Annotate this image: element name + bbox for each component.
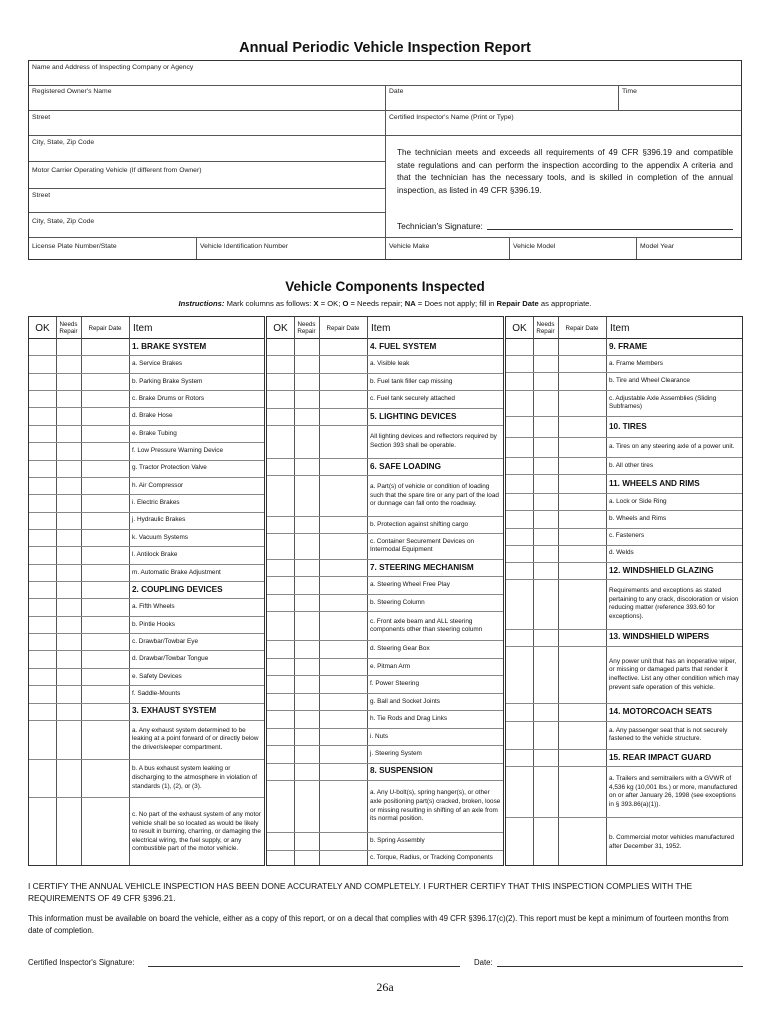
owner-name-field[interactable]: Registered Owner's Name	[32, 88, 112, 95]
item-label: c. Adjustable Axle Assemblies (Sliding Subframes)	[609, 394, 717, 411]
item-label: h. Tie Rods and Drag Links	[370, 715, 448, 723]
column-header	[506, 317, 742, 339]
item-label: b. Wheels and Rims	[609, 515, 667, 523]
item-label: All lighting devices and reflectors required by Section 393 shall be operable.	[370, 433, 497, 449]
inspection-item-row[interactable]	[29, 530, 264, 547]
inspection-item-row[interactable]	[267, 781, 503, 833]
item-label: a. Steering Wheel Free Play	[370, 581, 450, 589]
item-label: b. Fuel tank filler cap missing	[370, 377, 453, 385]
item-label: a. Lock or Side Ring	[609, 497, 667, 505]
repair-date-header: Repair Date	[88, 324, 122, 332]
item-label: f. Low Pressure Warning Device	[132, 447, 224, 455]
item-label: g. Tractor Protection Valve	[132, 464, 207, 472]
vehicle-make-field[interactable]: Vehicle Make	[389, 243, 430, 250]
item-label: b. All other tires	[609, 462, 654, 469]
section-title: 5. LIGHTING DEVICES	[370, 411, 457, 421]
section-title: 4. FUEL SYSTEM	[370, 341, 437, 351]
motor-carrier-field[interactable]: Motor Carrier Operating Vehicle (If different from Owner)	[32, 167, 202, 174]
section-header-row	[267, 459, 503, 476]
section-header-row	[29, 704, 264, 721]
page-number: 26a	[376, 980, 394, 994]
repair-date-header: Repair Date	[565, 324, 599, 332]
item-label: i. Nuts	[370, 732, 389, 740]
item-label: a. Trailers and semitrailers with a GVWR of 4,536 kg (10,001 lbs.) or more, manufactured on or after January 26, 1998 (see exceptions in § 393.86(a)(1)).	[609, 775, 738, 808]
instructions: Instructions: Mark columns as follows: X = OK; O = Needs repair; NA = Does not apply; fill in Repair Date as appropriate.	[178, 299, 592, 308]
section-header-row	[506, 630, 742, 647]
inspection-item-row[interactable]	[267, 426, 503, 458]
model-year-field[interactable]: Model Year	[640, 243, 675, 250]
inspection-item-row[interactable]	[29, 443, 264, 460]
item-label: k. Vacuum Systems	[132, 533, 188, 541]
inspection-item-row[interactable]	[506, 818, 742, 867]
item-label: a. Tires on any steering axle of a power unit.	[609, 443, 735, 451]
item-label: Any power unit that has an inoperative wiper, or missing or damaged parts that render it ineffective. List any other condition which may prevent safe operation of this vehicle.	[609, 657, 739, 691]
item-label: b. Steering Column	[370, 598, 425, 606]
item-label: m. Automatic Brake Adjustment	[132, 568, 221, 576]
inspection-item-row[interactable]	[29, 651, 264, 668]
inspection-item-row[interactable]	[29, 356, 264, 373]
inspection-item-row[interactable]	[29, 669, 264, 686]
inspection-item-row[interactable]	[29, 426, 264, 443]
item-label: b. Spring Assembly	[370, 836, 425, 844]
inspection-item-row[interactable]	[506, 356, 742, 373]
inspection-item-row[interactable]	[29, 798, 264, 867]
inspection-item-row[interactable]	[506, 511, 742, 528]
item-label: c. Container Securement Devices on Intermodal Equipment	[370, 537, 475, 554]
section-header-row	[267, 339, 503, 356]
section-title: 7. STEERING MECHANISM	[370, 562, 474, 572]
ok-header: OK	[273, 322, 288, 334]
item-label: c. Torque, Radius, or Tracking Components	[370, 854, 493, 862]
date-field[interactable]: Date	[389, 88, 404, 95]
inspection-item-row[interactable]	[267, 641, 503, 658]
inspection-item-row[interactable]	[506, 529, 742, 546]
section-header-row	[506, 750, 742, 767]
inspection-item-row[interactable]	[506, 373, 742, 390]
section-header-row	[506, 475, 742, 494]
section-header-row	[267, 764, 503, 781]
item-label: c. Front axle beam and ALL steering components other than steering column	[370, 617, 483, 634]
section-header-row	[29, 339, 264, 356]
inspection-item-row[interactable]	[29, 599, 264, 616]
section-title: 9. FRAME	[609, 341, 648, 351]
vehicle-model-field[interactable]: Vehicle Model	[513, 243, 556, 250]
item-label: a. Any passenger seat that is not securely fastened to the vehicle structure.	[609, 726, 728, 743]
inspection-item-row[interactable]	[267, 833, 503, 850]
section-title: 14. MOTORCOACH SEATS	[609, 707, 712, 717]
item-label: f. Saddle-Mounts	[132, 690, 181, 698]
item-label: h. Air Compressor	[132, 481, 184, 489]
technician-signature-line[interactable]	[487, 229, 733, 230]
certify-statement: I CERTIFY THE ANNUAL VEHICLE INSPECTION HAS BEEN DONE ACCURATELY AND COMPLETELY. I FURTHER CERTIFY THAT THIS INSPECTION COMPLIES WITH THE REQUIREMENTS OF 49 CFR §396.21.	[28, 881, 693, 903]
inspection-item-row[interactable]	[267, 659, 503, 676]
item-label: c. Drawbar/Towbar Eye	[132, 637, 199, 645]
item-label: c. Fasteners	[609, 532, 645, 540]
item-label: a. Frame Members	[609, 359, 663, 367]
section-header-row	[267, 560, 503, 577]
inspection-item-row[interactable]	[267, 676, 503, 693]
inspection-item-row[interactable]	[506, 580, 742, 630]
item-label: c. Fuel tank securely attached	[370, 395, 455, 403]
item-label: a. Service Brakes	[132, 360, 183, 368]
inspection-item-row[interactable]	[29, 374, 264, 391]
item-label: a. Visible leak	[370, 360, 410, 368]
inspection-item-row[interactable]	[506, 494, 742, 511]
item-label: j. Hydraulic Brakes	[132, 516, 186, 524]
components-column-2	[266, 316, 504, 866]
item-label: b. A bus exhaust system leaking or discharging to the atmosphere in violation of standards (1), (2), or (3).	[132, 765, 258, 790]
inspection-item-row[interactable]	[267, 391, 503, 408]
components-title: Vehicle Components Inspected	[285, 279, 485, 294]
inspection-item-row[interactable]	[29, 721, 264, 760]
inspection-item-row[interactable]	[506, 391, 742, 418]
report-title: Annual Periodic Vehicle Inspection Report	[239, 40, 531, 56]
item-header: Item	[610, 322, 630, 334]
ok-header: OK	[512, 322, 527, 334]
inspection-item-row[interactable]	[29, 408, 264, 425]
item-label: a. Fifth Wheels	[132, 603, 175, 611]
section-title: 10. TIRES	[609, 421, 647, 431]
section-header-row	[506, 704, 742, 721]
inspector-signature-label: Certified Inspector's Signature:	[28, 958, 135, 967]
vin-field[interactable]: Vehicle Identification Number	[200, 243, 289, 250]
inspection-item-row[interactable]	[267, 711, 503, 728]
item-label: c. Brake Drums or Rotors	[132, 394, 205, 402]
technician-signature-label: Technician's Signature:	[397, 221, 483, 231]
item-label: f. Power Steering	[370, 680, 420, 688]
street-field[interactable]: Street	[32, 114, 51, 121]
carrier-street-field[interactable]: Street	[32, 192, 51, 199]
inspection-item-row[interactable]	[267, 595, 503, 612]
inspection-item-row[interactable]	[267, 356, 503, 373]
inspection-item-row[interactable]	[267, 517, 503, 534]
section-title: 8. SUSPENSION	[370, 766, 433, 776]
inspection-item-row[interactable]	[267, 851, 503, 867]
item-header: Item	[133, 322, 153, 334]
needs-repair-header: Needs Repair	[536, 321, 555, 335]
section-title: 15. REAR IMPACT GUARD	[609, 752, 712, 762]
item-label: b. Parking Brake System	[132, 377, 203, 385]
inspection-item-row[interactable]	[29, 478, 264, 495]
inspection-item-row[interactable]	[29, 686, 264, 703]
section-title: 3. EXHAUST SYSTEM	[132, 706, 217, 716]
item-label: i. Electric Brakes	[132, 499, 180, 507]
inspection-item-row[interactable]	[267, 746, 503, 763]
inspection-item-row[interactable]	[29, 634, 264, 651]
item-label: a. Any exhaust system determined to be leaking at a point forward of or directly below the driver/sleeper compartment.	[132, 726, 259, 752]
ok-header: OK	[35, 322, 50, 334]
section-title: 11. WHEELS AND RIMS	[609, 478, 700, 488]
item-label: g. Ball and Socket Joints	[370, 697, 440, 705]
inspector-signature-line[interactable]	[148, 966, 460, 967]
column-header	[267, 317, 503, 339]
signature-date-line[interactable]	[497, 966, 743, 967]
item-label: b. Commercial motor vehicles manufactured after December 31, 1952.	[609, 834, 735, 850]
inspection-item-row[interactable]	[29, 565, 264, 582]
inspection-item-row[interactable]	[29, 617, 264, 634]
license-plate-field[interactable]: License Plate Number/State	[32, 243, 117, 250]
section-title: 12. WINDSHIELD GLAZING	[609, 565, 714, 575]
item-label: a. Any U-bolt(s), spring hanger(s), or other axle positioning part(s) cracked, broken, loose or missing resulting in shifting of an axle from its normal position.	[370, 789, 501, 823]
item-label: d. Welds	[609, 549, 634, 557]
inspection-item-row[interactable]	[267, 729, 503, 746]
item-label: d. Brake Hose	[132, 412, 173, 420]
inspection-item-row[interactable]	[506, 458, 742, 475]
item-label: a. Part(s) of vehicle or condition of loading such that the spare tire or any part of the load or dunnage can fall onto the roadway.	[370, 482, 499, 508]
inspection-item-row[interactable]	[29, 513, 264, 530]
components-column-1	[28, 316, 265, 866]
inspection-item-row[interactable]	[506, 647, 742, 705]
item-label: Requirements and exceptions as stated pertaining to any crack, discoloration or vision reducing matter (reference 393.60 for exceptions).	[609, 587, 739, 620]
inspection-item-row[interactable]	[267, 577, 503, 594]
inspection-item-row[interactable]	[267, 534, 503, 560]
section-title: 13. WINDSHIELD WIPERS	[609, 632, 710, 642]
time-field[interactable]: Time	[622, 88, 637, 95]
availability-note: This information must be available on board the vehicle, either as a copy of this report, or on a decal that complies with 49 CFR §396.17(c)(2). This report must be kept a minimum of fourteen months from date of completion.	[28, 914, 729, 935]
report-info-form	[28, 60, 742, 260]
section-title: 2. COUPLING DEVICES	[132, 584, 223, 594]
item-label: d. Steering Gear Box	[370, 645, 430, 653]
inspection-item-row[interactable]	[29, 391, 264, 408]
inspection-item-row[interactable]	[29, 547, 264, 564]
inspection-item-row[interactable]	[506, 767, 742, 818]
inspection-item-row[interactable]	[267, 612, 503, 641]
section-title: 1. BRAKE SYSTEM	[132, 341, 207, 351]
item-label: e. Safety Devices	[132, 672, 182, 680]
item-header: Item	[371, 322, 391, 334]
inspection-item-row[interactable]	[506, 438, 742, 458]
item-label: j. Steering System	[370, 749, 422, 757]
needs-repair-header: Needs Repair	[297, 321, 316, 335]
section-header-row	[506, 417, 742, 437]
inspection-item-row[interactable]	[29, 760, 264, 799]
components-column-3	[505, 316, 743, 866]
item-label: c. No part of the exhaust system of any motor vehicle shall be so located as would be likely to result in burning, charring, or damaging the electrical wiring, the fuel supply, or any combustible part of the motor vehicle.	[132, 811, 261, 853]
inspection-item-row[interactable]	[29, 461, 264, 478]
inspector-name-field[interactable]: Certified Inspector's Name (Print or Type)	[389, 114, 514, 121]
item-label: b. Pintle Hooks	[132, 620, 175, 628]
inspection-item-row[interactable]	[506, 546, 742, 563]
company-name-field[interactable]: Name and Address of Inspecting Company or Agency	[32, 64, 194, 71]
inspection-item-row[interactable]	[29, 495, 264, 512]
inspection-item-row[interactable]	[267, 694, 503, 711]
item-label: b. Tire and Wheel Clearance	[609, 377, 690, 385]
column-header	[29, 317, 264, 339]
item-label: b. Protection against shifting cargo	[370, 520, 469, 528]
section-header-row	[267, 409, 503, 426]
item-label: d. Drawbar/Towbar Tongue	[132, 655, 209, 663]
section-header-row	[29, 582, 264, 599]
section-title: 6. SAFE LOADING	[370, 461, 441, 471]
city-state-zip-field[interactable]: City, State, Zip Code	[32, 139, 95, 146]
item-label: l. Antilock Brake	[132, 551, 178, 559]
carrier-city-state-zip-field[interactable]: City, State, Zip Code	[32, 218, 95, 225]
signature-date-label: Date:	[474, 958, 493, 967]
item-label: e. Pitman Arm	[370, 662, 411, 670]
section-header-row	[506, 563, 742, 580]
inspection-item-row[interactable]	[506, 722, 742, 751]
inspection-item-row[interactable]	[267, 374, 503, 391]
needs-repair-header: Needs Repair	[59, 321, 78, 335]
section-header-row	[506, 339, 742, 356]
technician-certification-text: The technician meets and exceeds all requirements of 49 CFR §396.19 and compatible state regulations and can perform the inspection according to the appendix A criteria and that the technician has the necessary tools, and is skilled in completion of the annual inspection, as listed in 49 CFR §396.19.	[397, 148, 733, 195]
repair-date-header: Repair Date	[326, 324, 360, 332]
inspection-item-row[interactable]	[267, 476, 503, 517]
item-label: e. Brake Tubing	[132, 429, 177, 437]
